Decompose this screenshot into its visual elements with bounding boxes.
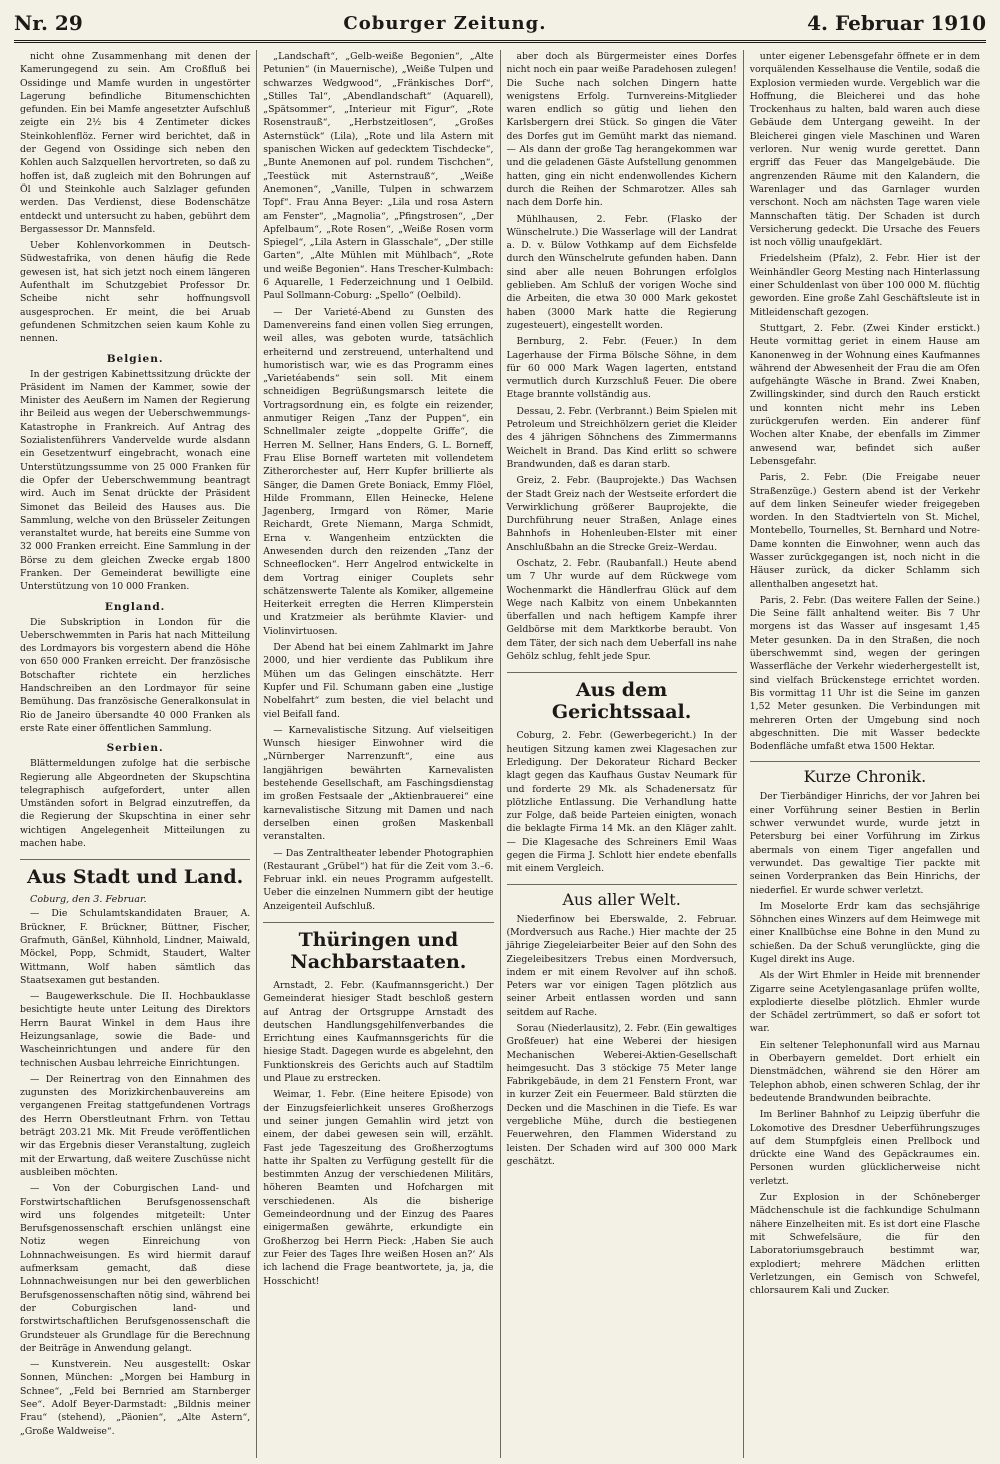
columns [14, 50, 986, 1458]
paragraph: Stuttgart, 2. Febr. (Zwei Kinder erstickt.) Heute vormittag geriet in einem Hause am Kanonenweg in der Wohnung eines Kaufmannes während der Abwesenheit der Frau die am Ofen aufgehängte Wäsche in Brand. Zwei Knaben, Zwillingskinder, sind durch den Rauch erstickt und konnten nicht mehr ins Leben zurückgerufen werden. Ein anderer fünf Wochen alter Knabe, der ebenfalls im Zimmer anwesend war, befindet sich außer Lebensgefahr. [749, 322, 980, 467]
column-3 [501, 50, 744, 1458]
paragraph: — Karnevalistische Sitzung. Auf vielseitigen Wunsch hiesiger Einwohner wird die „Nürnberger Narrenzunft“, eine aus langjährigen bewährten Karnevalisten bestehende Gesellschaft, am Faschingsdienstag im großen Festsaale der „Aktienbrauerei“ eine karnevalistische Sitzung mit Damen und nach derselben einen großen Maskenball veranstalten. [263, 724, 494, 843]
paragraph: Der Tierbändiger Hinrichs, der vor Jahren bei einer Vorführung seiner Bestien in Berlin schwer verwundet wurde, wurde jetzt in Petersburg bei einer Vorführung im Zirkus abermals von einem Tiger angefallen und verwundet. Das gewaltige Tier packte mit seinen Vorderpranken das Bein Hinrichs, der niederfiel. Er wurde schwer verletzt. [749, 791, 980, 896]
issue-date: 4. Februar 1910 [807, 11, 986, 35]
section-heading-serbien: Serbien. [106, 742, 164, 755]
paragraph: — Baugewerkschule. Die II. Hochbauklasse besichtigte heute unter Leitung des Direktors Herrn Baurat Winkel in dem Haus ihre Heizungsanlage, sowie die Bade- und Wascheinrichtungen und andere für den technischen Ausbau lehrreiche Einrichtungen. [20, 991, 251, 1069]
paragraph: — Der Varieté-Abend zu Gunsten des Damenvereins fand einen vollen Sieg errungen, weil alles, was geboten wurde, tatsächlich erheiternd und zerstreuend, unterhaltend und humoristisch war, wie es das Programm eines „Varietéabends“ sein soll. Mit einem schneidigen Begrüßungsmarsch leitete die Vortragsordnung ein, es folgte ein reizender, anmutiger Reigen „Tanz der Puppen“, ein Schnellmaler zeigte „doppelte Griffe“, die Herren M. Sellner, Hans Enders, G. L. Borneff, Frau Elise Borneff warteten mit vollendetem Zitherorchester auf, Herr Kupfer brillierte als Sänger, die Damen Grete Boniack, Emmy Flöel, Hilde Frommann, Ellen Heinecke, Helene Jagenberg, Irmgard von Römer, Marie Reichardt, Grete Niemann, Marga Schmidt, Erna v. Wangenheim entzückten die Anwesenden durch den reizenden „Tanz der Schneeflocken“. Herr Angelrod entwickelte in dem Vortrag einiger Couplets sehr schätzenswerte Talente als Komiker, allgemeine Heiterkeit erregten die Herren Klimperstein und Kratzmeier als berühmte Klavier- und Violinvirtuosen. [263, 306, 494, 637]
paragraph: Bernburg, 2. Febr. (Feuer.) In dem Lagerhause der Firma Bölsche Söhne, in dem für 60 000 Mark Wagen lagerten, entstand vermutlich durch Kurzschluß Feuer. Die obere Etage brannte vollständig aus. [506, 336, 737, 401]
paragraph: Blättermeldungen zufolge hat die serbische Regierung alle Abgeordneten der Skupschtina telegraphisch aufgefordert, unter allen Umständen sofort in Belgrad einzutreffen, da die Regierung der Skupschtina in einer sehr wichtigen Angelegenheit Mitteilungen zu machen habe. [20, 758, 251, 850]
column-4 [744, 50, 986, 1458]
section-heading-thueringen: Thüringen und Nachbarstaaten. [263, 922, 493, 973]
paragraph: — Der Reinertrag von den Einnahmen des zugunsten des Morizkirchenbauvereins am vergangenen Freitag stattgefundenen Vortrags des Herrn Oberstleutnant Frhrn. von Tettau beträgt 203.21 Mk. Mit Freude veröffentlichen wir das Ergebnis dieser Veranstaltung, zugleich mit der Erwartung, daß weitere Zuschüsse nicht ausbleiben möchten. [20, 1073, 251, 1178]
paragraph: Dessau, 2. Febr. (Verbrannt.) Beim Spielen mit Petroleum und Streichhölzern geriet die Kleider des 4 jährigen Söhnchens des Zimmermanns Weichelt in Brand. Das Kind erlitt so schwere Brandwunden, daß es daran starb. [506, 405, 737, 470]
paragraph: aber doch als Bürgermeister eines Dorfes nicht noch ein paar weiße Paradehosen zulegen! Die Suche nach solchen Dingern hatte wenigstens Erfolg. Turnvereins-Mitglieder waren endlich so gütig und liehen den Karlsbergern drei Stück. So gingen die Väter des Dorfes gut im Gemüht markt das niemand. — Als dann der große Tag herangekommen war und die geladenen Gäste Aufstellung genommen hatten, ging ein nicht endenwollendes Kichern durch die Reihen der Schmarotzer. Alles sah nach dem Dorfe hin. [506, 51, 737, 209]
column-1 [14, 50, 257, 1458]
paragraph: Zur Explosion in der Schöneberger Mädchenschule ist die fachkundige Schulmann nähere Einzelheiten mit. Es ist dort eine Flasche mit Schwefelsäure, die für den Laboratoriumsgebrauch bestimmt war, explodiert; mehrere Mädchen erlitten Verletzungen, ein Gemisch von Schwefel, chlorsaurem Kali und Zucker. [749, 1192, 980, 1297]
paragraph: Greiz, 2. Febr. (Bauprojekte.) Das Wachsen der Stadt Greiz nach der Westseite erfordert die Verwirklichung größerer Bauprojekte, die Durchführung neuer Straßen, Anlage eines Bahnhofs in Hohenleuben-Elster mit einer Anschlußbahn an die Strecke Greiz–Werdau. [506, 475, 737, 553]
paragraph: unter eigener Lebensgefahr öffnete er in dem vorquälenden Kesselhause die Ventile, sodaß die Explosion vermieden wurde. Vergeblich war die Hoffnung, die Bleicherei und das hohe Trockenhaus zu halten, bald waren auch diese Gebäude dem Untergang geweiht. In der Bleicherei gingen viele Maschinen und Waren verloren. Nur wenig wurde gerettet. Dann ergriff das Feuer das Mangelgebäude. Die angrenzenden Räume mit den Kalandern, die Warenlager und das Garnlager wurden verschont. Noch am nächsten Tage waren viele Mannschaften tätig. Der Schaden ist durch Versicherung gedeckt. Die Ursache des Feuers ist noch völlig unaufgeklärt. [749, 51, 980, 249]
paragraph: Der Abend hat bei einem Zahlmarkt im Jahre 2000, und hier verdiente das Publikum ihre Mühen um das Gelingen einschätzte. Herr Kupfer und Fil. Schumann gaben eine „lustige Nobelfahrt“ zum besten, die viel belacht und viel Beifall fand. [263, 642, 494, 720]
section-heading-aus-aller-welt: Aus aller Welt. [507, 884, 737, 909]
paragraph: — Kunstverein. Neu ausgestellt: Oskar Sonnen, München: „Morgen bei Hamburg in Schnee“, „Feld bei Bernried am Starnberger See“. Adolf Beyer-Darmstadt: „Bildnis meiner Frau“ (stehend), „Päonien“, „Alte Astern“, „Große Waldweise“. [20, 1359, 251, 1437]
paragraph: Im Berliner Bahnhof zu Leipzig überfuhr die Lokomotive des Dresdner Ueberführungszuges auf dem Stumpfgleis einen Prellbock und drückte eine Wand des Gepäckraumes ein. Personen wurden glücklicherweise nicht verletzt. [749, 1109, 980, 1187]
section-heading-stadt-und-land: Aus Stadt und Land. [20, 859, 250, 888]
paragraph: Mühlhausen, 2. Febr. (Flasko der Wünschelrute.) Die Wasserlage will der Landrat a. D. v. Bülow Vothkamp auf dem Eichsfelde durch den Wünschelrute gefunden haben. Dann sind aber alle neuen Bohrungen erfolglos geblieben. Am Schluß der vorigen Woche sind die Arbeiten, die etwa 30 000 Mark gekostet haben (3000 Mark hatte die Regierung zugesteuert), eingestellt worden. [506, 213, 737, 331]
section-heading-england: England. [104, 600, 166, 613]
paragraph: Ein seltener Telephonunfall wird aus Marnau in Oberbayern gemeldet. Dort erhielt ein Dienstmädchen, während sie den Hörer am Telephon abhob, einen schweren Schlag, der ihr bedeutende Brandwunden beibrachte. [749, 1039, 980, 1104]
paragraph: Weimar, 1. Febr. (Eine heitere Episode) von der Einzugsfeierlichkeit unseres Großherzogs und seiner jungen Gemahlin wird jetzt von einem, der dabei gewesen sein will, erzählt. Fast jede Tageszeitung des Großherzogtums hatte ihr Spalten zu Verfügung gestellt für die bestimmten Anzug der verschiedenen Militärs, höheren Beamten und Hofchargen mit verschiedenen. Als die bisherige Gemeindeordnung und der Einzug des Paares einigermaßen gewährte, erkundigte ein Großherzog bei Herrn Pieck: ‚Haben Sie auch zur Feier des Tages Ihre weißen Hosen an?‘ Als ich lachend die Frage beantwortete, ja, ja, die Hosschicht! [263, 1089, 494, 1287]
paragraph: Arnstadt, 2. Febr. (Kaufmannsgericht.) Der Gemeinderat hiesiger Stadt beschloß gestern auf Antrag der Ortsgruppe Arnstadt des deutschen Handlungsgehilfenverbandes die Errichtung eines Kaufmannsgerichts für die hiesige Stadt. Dagegen wurde es abgelehnt, den Funktionskreis des Gerichts auch auf Stadtilm und Plaue zu erstrecken. [263, 980, 494, 1085]
paragraph: „Landschaft“, „Gelb-weiße Begonien“, „Alte Petunien“ (in Mauernische), „Weiße Tulpen und schwarzes Wedgwood“, „Fränkisches Dorf“, „Stilles Tal“, „Abendlandschaft“ (Aquarell), „Spätsommer“, „Interieur mit Figur“, „Rote Rosenstrauß“, „Herbstzeitlosen“, „Großes Asternstück“ (Lila), „Rote und lila Astern mit spanischen Wicken auf gedecktem Tischdecke“, „Bunte Anemonen auf pol. rundem Tischchen“, „Teestück mit Asternstrauß“, „Weiße Anemonen“, „Vanille, Tulpen in schwarzem Topf“. Frau Anna Beyer: „Lila und rosa Astern am Fenster“, „Magnolia“, „Pfingstrosen“, „Der Apfelbaum“, „Rote Rosen“, „Weiße Rosen vorm Spiegel“, „Lila Astern in Glasschale“, „Der stille Garten“, „Alte Mühlen mit Mühlbach“, „Rote und weiße Begonien“. Hans Trescher-Kulmbach: 6 Aquarelle, 1 Federzeichnung und 1 Oelbild. Paul Sollmann-Coburg: „Spello“ (Oelbild). [263, 51, 494, 302]
paragraph: Paris, 2. Febr. (Das weitere Fallen der Seine.) Die Seine fällt anhaltend weiter. Bis 7 Uhr morgens ist das Wasser auf insgesamt 1,45 Meter gesunken. Da in den Straßen, die noch überschwemmt sind, wegen der geringen Wasserfläche der Verkehr wiederhergestellt ist, sind vielfach Brückenstege errichtet worden. Bis vormittag 11 Uhr ist die Seine im ganzen 1,52 Meter gesunken. Die Verbindungen mit mehreren Orten der Umgebung sind noch abgeschnitten. Die mit Wasser bedeckte Bodenfläche umfaßt etwa 1500 Hektar. [749, 594, 980, 753]
section-heading-gerichtssaal: Aus dem Gerichtssaal. [507, 672, 737, 723]
paragraph: Coburg, 2. Febr. (Gewerbegericht.) In der heutigen Sitzung kamen zwei Klagesachen zur Erledigung. Der Dekorateur Richard Becker klagt gegen das Kaufhaus Gustav Neumark für und forderte 29 Mk. als Schadenersatz für plötzliche Entlassung. Die Verhandlung hatte zur Folge, daß beide Parteien einigten, wonach die beklagte Firma 14 Mk. an den Kläger zahlt. — Die Klagesache des Schreiners Emil Waas gegen die Firma J. Schlott hier endete ebenfalls mit einem Vergleich. [506, 730, 737, 875]
paragraph: — Die Schulamtskandidaten Brauer, A. Brückner, F. Brückner, Büttner, Fischer, Grafmuth, Gänßel, Kühnhold, Lindner, Maiwald, Möckel, Popp, Schmidt, Staudert, Walter Wittmann, Wolf haben sämtlich das Staatsexamen gut bestanden. [20, 908, 251, 986]
paragraph: Friedelsheim (Pfalz), 2. Febr. Hier ist der Weinhändler Georg Mesting nach Hinterlassung einer Schuldenlast von über 100 000 M. flüchtig geworden. Eine große Zahl Geschäftsleute ist in Mitleidenschaft gezogen. [749, 253, 980, 318]
masthead [14, 6, 986, 43]
paragraph: In der gestrigen Kabinettssitzung drückte der Präsident im Namen der Kammer, sowie der Minister des Aeußern im Namen der Regierung ihr Beileid aus wegen der Ueberschwemmungs-Katastrophe in Frankreich. Auf Antrag des Sozialistenführers Vandervelde wurde alsdann ein Gesetzentwurf eingebracht, wonach eine Unterstützungssumme von 25 000 Franken für die Opfer der Ueberschwemmung beantragt wird. Auch im Senat drückte der Präsident Simonet das Beileid des Hauses aus. Die Sammlung, welche von den Brüsseler Zeitungen veranstaltet wurde, hat bereits eine Summe von 32 000 Franken erreicht. Eine Sammlung in der Börse zu dem gleichen Zwecke ergab 1800 Franken. Der Gemeinderat bewilligte eine Unterstützung von 10 000 Franken. [20, 368, 251, 593]
paragraph: Als der Wirt Ehmler in Heide mit brennender Zigarre seine Acetylengasanlage prüfen wollte, explodierte dieselbe plötzlich. Ehmler wurde der Schädel zertrümmert, so daß er sofort tot war. [749, 970, 980, 1035]
paragraph: — Das Zentraltheater lebender Photographien (Restaurant „Grübel“) hat für die Zeit vom 3.–6. Februar inkl. ein neues Programm aufgestellt. Ueber die einzelnen Nummern gibt der heutige Anzeigenteil Aufschluß. [263, 847, 494, 912]
paragraph: Im Moselorte Erdr kam das sechsjährige Söhnchen eines Winzers auf dem Heimwege mit einer Knallbüchse eine Bohne in den Mund zu schießen. Da der Schuß verunglückte, ging die Kugel direkt ins Auge. [749, 900, 980, 965]
paragraph: Ueber Kohlenvorkommen in Deutsch-Südwestafrika, von denen häufig die Rede gewesen ist, hat sich jetzt noch einem längeren Aufenthalt im Schutzgebiet Professor Dr. Scheibe nicht sehr hoffnungsvoll ausgesprochen. Er meint, die bei Aruab gefundenen Schmitzchen seien kaum Kohle zu nennen. [20, 240, 251, 345]
paragraph: Die Subskription in London für die Ueberschwemmten in Paris hat nach Mitteilung des Lordmayors bis vorgestern abend die Höhe von 650 000 Franken erreicht. Der französische Botschafter richtete ein herzliches Handschreiben an den Lordmayor für seine Bemühung. Das französische Generalkonsulat in Rio de Janeiro übersandte 40 000 Franken als erste Rate einer öffentlichen Sammlung. [20, 616, 251, 734]
dateline: Coburg, den 3. Februar. [30, 894, 147, 906]
issue-number: Nr. 29 [14, 11, 83, 35]
paragraph: nicht ohne Zusammenhang mit denen der Kamerungegend zu sein. Am Croßfluß bei Ossidinge und Mamfe wurden in ungestörter Lagerung befindliche Bitumenschichten gefunden. Ein bei Mamfe angesetzter Aufschluß zeigte ein 2½ bis 4 Zentimeter dickes Steinkohlenflöz. Ferner wird berichtet, daß in der Gegend von Ossidinge sich neben den Kohlen auch Salzquellen hervortreten, so daß zu hoffen ist, daß zugleich mit den Bohrungen auf Öl und Steinkohle auch Salzlager gefunden werden. Das Verdienst, diese Bodenschätze entdeckt und untersucht zu haben, gebührt dem Bergassessor Dr. Mannsfeld. [20, 51, 251, 235]
paragraph: Oschatz, 2. Febr. (Raubanfall.) Heute abend um 7 Uhr wurde auf dem Rückwege vom Wochenmarkt die Händlerfrau Glück auf dem Wege nach Kalbitz von einem Unbekannten überfallen und nach heftigem Kampfe ihrer Geldbörse mit dem Marktkorbe beraubt. Von dem Täter, der sich nach dem Ueberfall ins nahe Gehölz schlug, fehlt jede Spur. [506, 557, 737, 663]
paragraph: — Von der Coburgischen Land- und Forstwirtschaftlichen Berufsgenossenschaft wird uns folgendes mitgeteilt: Unter Berufsgenossenschaft erschien unlängst eine Notiz wegen Einreichung von Lohnnachweisungen. Es wird hiermit darauf aufmerksam gemacht, daß diese Lohnnachweisungen nur bei den gewerblichen Berufsgenossenschaften nötig sind, während bei der Coburgischen land- und forstwirtschaftlichen Berufsgenossenschaft die Grundsteuer als Grundlage für die Berechnung der Beiträge in Anwendung gelangt. [20, 1183, 251, 1354]
paper-name: Coburger Zeitung. [343, 12, 547, 34]
section-heading-kurze-chronik: Kurze Chronik. [750, 761, 980, 786]
section-heading-belgien: Belgien. [106, 352, 164, 365]
paragraph: Niederfinow bei Eberswalde, 2. Februar. (Mordversuch aus Rache.) Hier machte der 25 jährige Ziegeleiarbeiter Beier auf den Sohn des Ziegeleibesitzers Trebus einen Mordversuch, indem er mit einem Revolver auf ihn schoß. Peters war vor einigen Tagen plötzlich aus seiner Arbeit entlassen worden und sann seitdem auf Rache. [506, 913, 737, 1018]
paragraph: Sorau (Niederlausitz), 2. Febr. (Ein gewaltiges Großfeuer) hat eine Weberei der hiesigen Mechanischen Weberei-Aktien-Gesellschaft heimgesucht. Das 3 stöckige 75 Meter lange Fabrikgebäude, in dem 21 Fenstern Front, war in kurzer Zeit ein Feuermeer. Bald stürzten die Decken und die Maschinen in die Tiefe. Es war vergebliche Mühe, durch die bestiegenen Feuerwehren, den Flammen Widerstand zu leisten. Der Schaden wird auf 300 000 Mark geschätzt. [506, 1023, 737, 1167]
paragraph: Paris, 2. Febr. (Die Freigabe neuer Straßenzüge.) Gestern abend ist der Verkehr auf dem linken Seineufer wieder freigegeben worden. In den Stadtvierteln von St. Michel, Montebello, Tournelles, St. Bernhard und Notre-Dame konnten die Einwohner, wenn auch das Wasser zurückgegangen ist, noch nicht in die Häuser zurück, da dicker Schlamm sich allenthalben angesetzt hat. [749, 472, 980, 590]
column-2 [257, 50, 500, 1458]
